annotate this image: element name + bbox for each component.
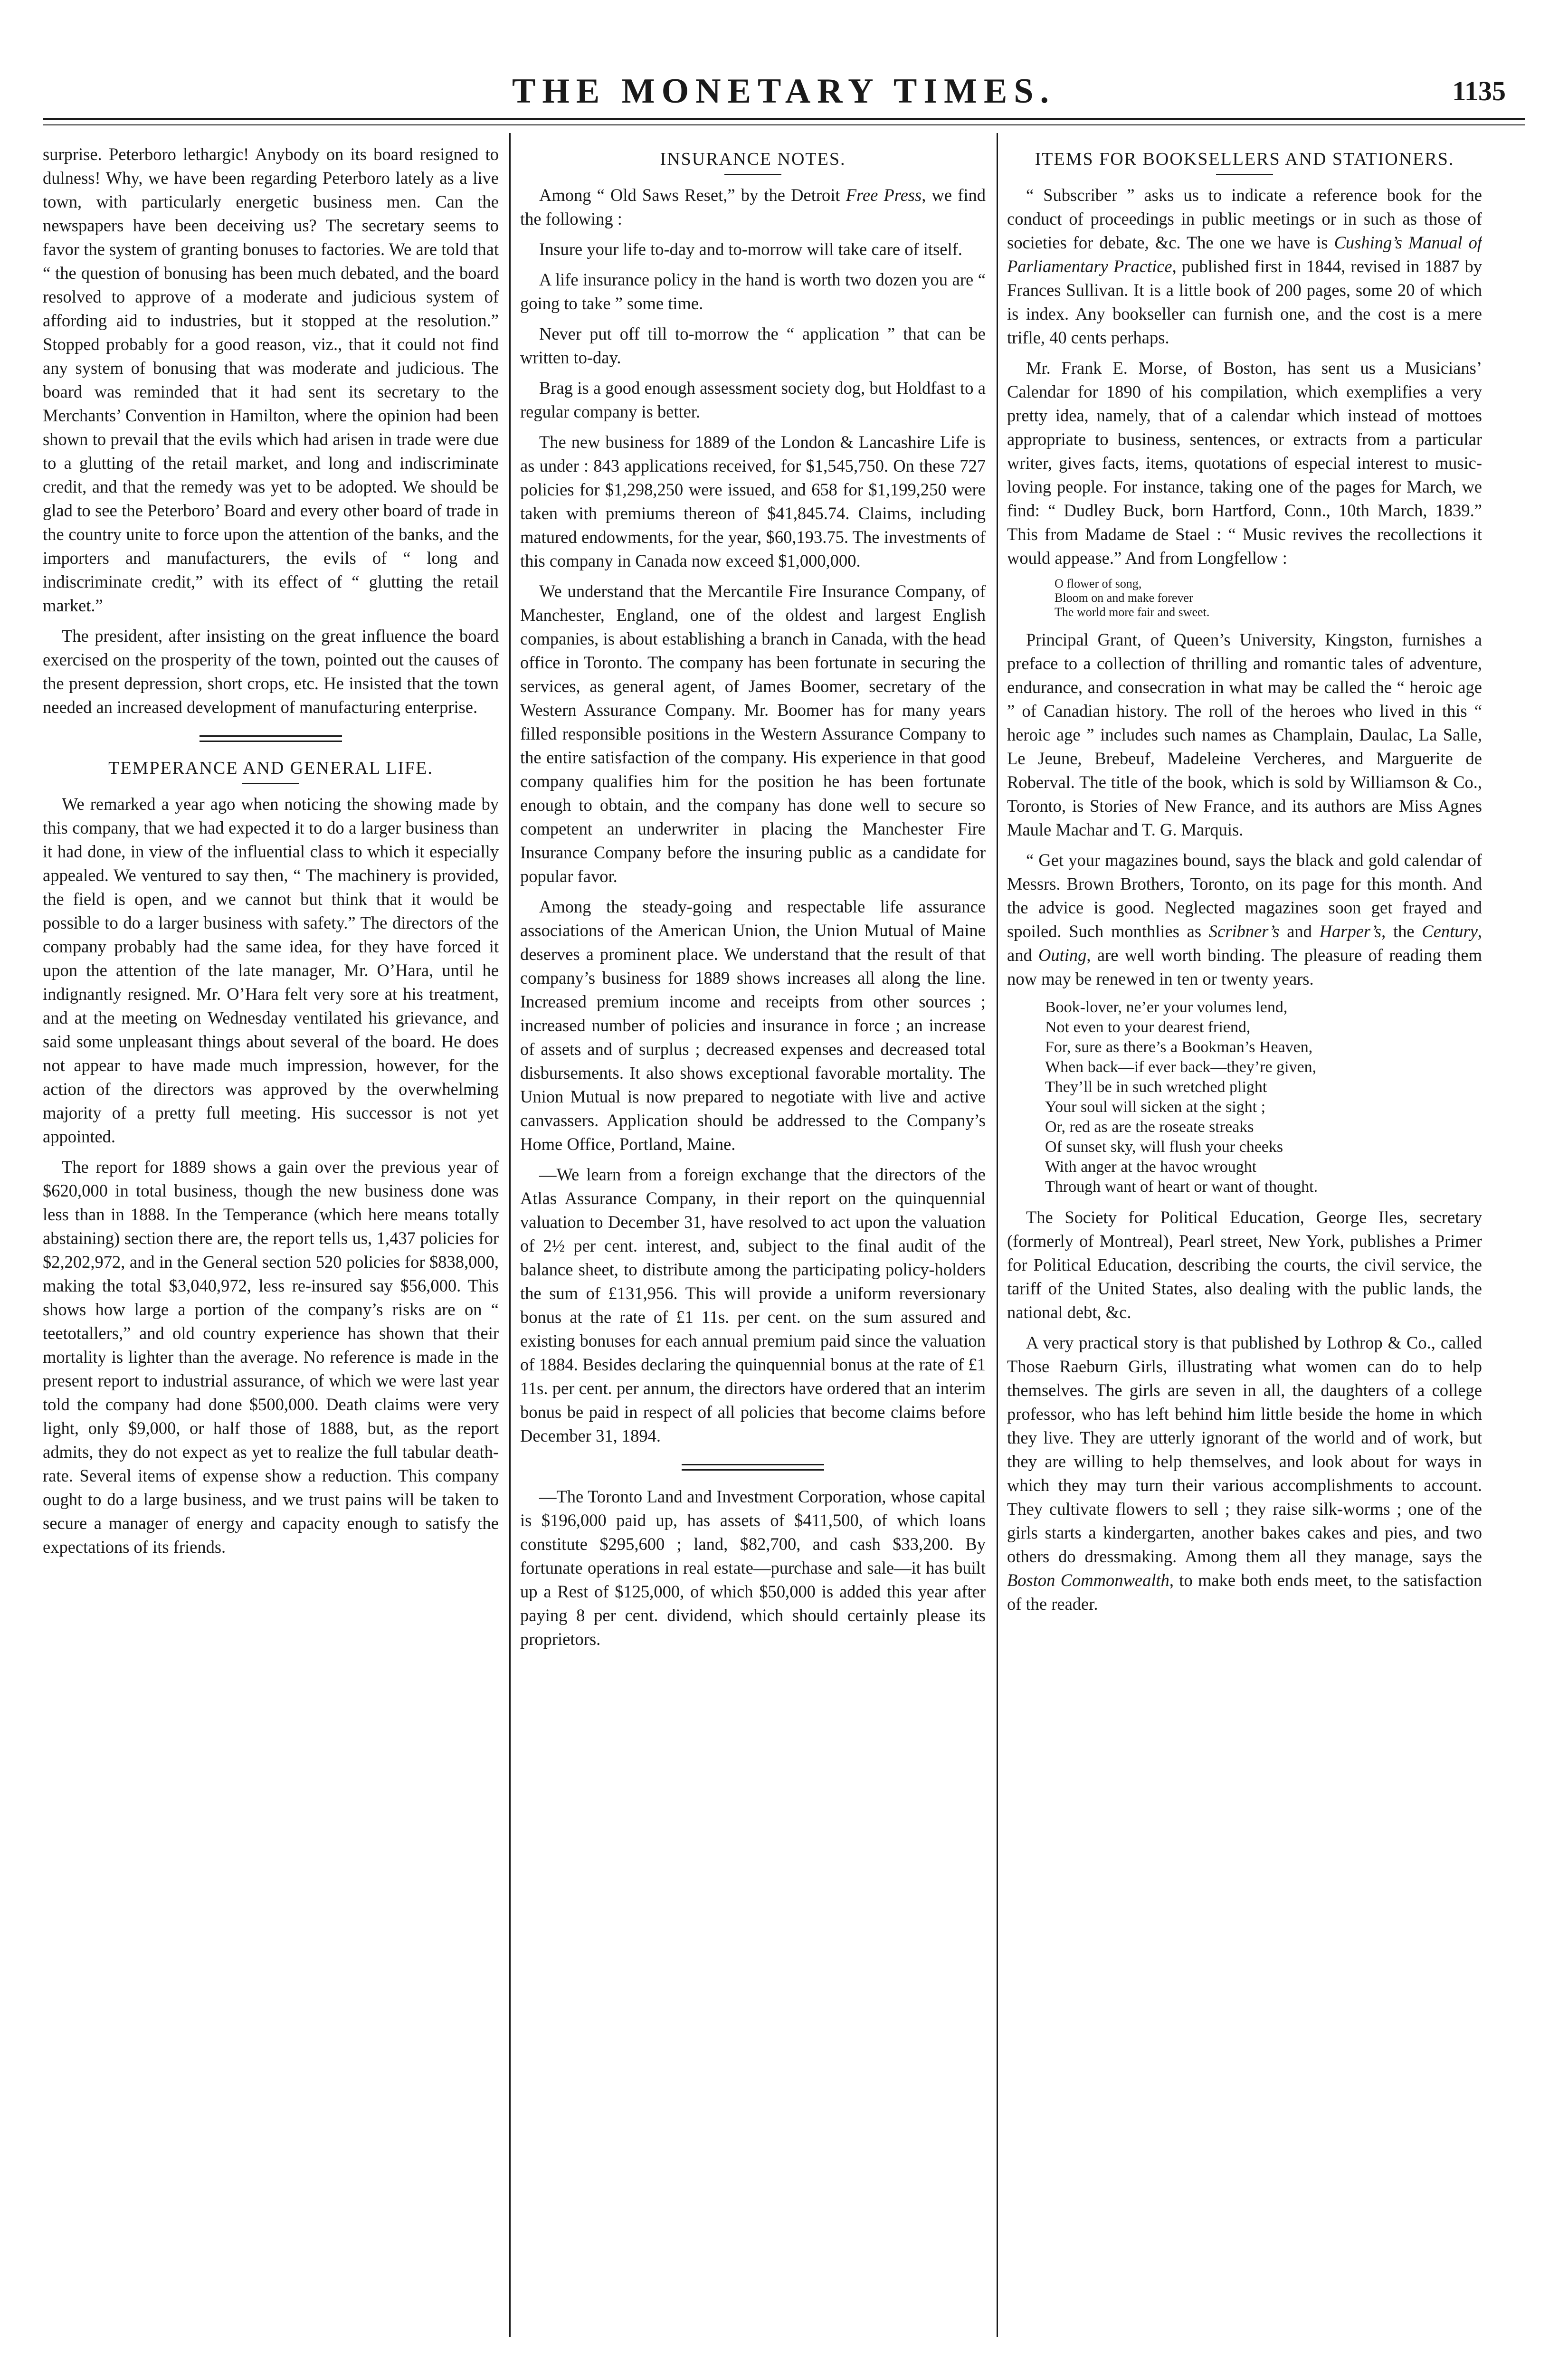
poem-line: O flower of song,: [1055, 577, 1142, 590]
article-paragraph: We understand that the Mercantile Fire Insurance Company, of Manchester, England, one of the oldest and largest English companies, is about establishing a branch in Canada, with the head office in Toronto. The company has been fortunate in securing the services, as general agent, of James Boomer, secretary of the Western Assurance Company. Mr. Boomer has for many years filled responsible positions in the Western Assurance Company to the entire satisfaction of the company. His experience in that good company qualifies him for the position he has been fortunate enough to obtain, and the company has done well to secure so competent an underwriter in placing the Manchester Fire Insurance Company before the insuring public as a candidate for popular favor.: [520, 581, 986, 886]
text-run: , to make both ends meet, to the satisfaction of the reader.: [1007, 1570, 1482, 1614]
article-paragraph: [1007, 848, 1482, 991]
poem-line: For, sure as there’s a Bookman’s Heaven,: [1045, 1038, 1313, 1056]
poem-line: When back—if ever back—they’re given,: [1045, 1058, 1317, 1076]
section-separator: [200, 735, 342, 742]
magazine-name: Outing: [1038, 945, 1087, 965]
article-paragraph: The report for 1889 shows a gain over the previous year of $620,000 in total business, though the new business done was less than in 1888. In the Temperance (which here means totally abstaining) section there are, the report tells us, 1,437 policies for $2,202,972, and in the General section 520 policies for $838,000, making the total $3,040,972, less re-insured say $56,000. This shows how large a portion of the company’s risks are on “ teetotallers,” and old country experience has shown that their mortality is lighter than the average. No reference is made in the present report to industrial assurance, of which we were last year told the company had done $500,000. Death claims were very light, only $9,000, or half those of 1888, but, as the report admits, they do not expect as yet to realize the full tabular death-rate. Several items of expense show a reduction. This company ought to do a large business, and we trust pains will be taken to secure a manager of energy and capacity enough to satisfy the expectations of its friends.: [43, 1157, 499, 1557]
article-paragraph: A life insurance policy in the hand is worth two dozen you are “ going to take ” some time.: [520, 270, 986, 313]
heading-rule: [724, 174, 781, 175]
poem-line: They’ll be in such wretched plight: [1045, 1078, 1267, 1096]
article-paragraph: Mr. Frank E. Morse, of Boston, has sent us a Musicians’ Calendar for 1890 of his compilation, which exemplifies a very pretty idea, namely, that of a calendar which instead of mottoes appropriate to business, sentences, or extracts from a particular writer, gives facts, items, quotations of especial interest to music-loving people. For instance, taking one of the pages for March, we find: “ Dudley Buck, born Hartford, Conn., 10th March, 1839.” This from Madame de Stael : “ Music revives the recollections it would appease.” And from Longfellow :: [1007, 358, 1482, 568]
column-divider: [509, 133, 511, 2337]
text-run: and: [1279, 922, 1320, 941]
column-left: [43, 142, 499, 2356]
poem-line: Bloom on and make forever: [1055, 591, 1193, 605]
article-paragraph: Insure your life to-day and to-morrow will take care of itself.: [539, 239, 962, 259]
article-paragraph: [1007, 183, 1482, 350]
book-title: Cushing’s Manual of Parliamentary Practice: [1007, 233, 1482, 276]
text-run: , we find the following :: [520, 185, 986, 228]
poem-line: The world more fair and sweet.: [1055, 605, 1210, 619]
article-paragraph: The Society for Political Education, George Iles, secretary (formerly of Montreal), Pearl street, New York, publishes a Primer for Political Education, describing the courts, the civil service, the tariff of the United States, also dealing with the public lands, the national debt, &c.: [1007, 1207, 1482, 1322]
article-paragraph: We remarked a year ago when noticing the showing made by this company, that we had expected it to do a larger business than it had done, in view of the influential class to which it especially appealed. We ventured to say then, “ The machinery is provided, the field is open, and we cannot but think that it would be possible to do a larger business with safety.” The directors of the company probably had the same idea, for they have forced it upon the attention of the late manager, Mr. O’Hara, until he indignantly resigned. Mr. O’Hara felt very sore at his treatment, and at the meeting on Wednesday ventilated his grievance, and said some unpleasant things about several of the board. He does not appear to have made much impression, however, for the action of the directors was approved by the overwhelming majority of a pretty full meeting. His successor is not yet appointed.: [43, 794, 499, 1146]
article-paragraph: [520, 183, 986, 231]
text-run: “ Get your magazines bound, says the black and gold calendar of Messrs. Brown Brothers, Toronto, on its page for this month. And the advice is good. Neglected magazines soon get frayed and spoiled. Such monthlies as: [1007, 850, 1482, 941]
masthead-rule-thin: [43, 124, 1525, 125]
poem-line: With anger at the havoc wrought: [1045, 1158, 1257, 1176]
article-paragraph: —We learn from a foreign exchange that the directors of the Atlas Assurance Company, in their report on the quinquennial valuation to December 31, have resolved to act upon the valuation of 2½ per cent. interest, and, subject to the final audit of the balance sheet, to distribute among the participating policy-holders the sum of £131,956. This will provide a uniform reversionary bonus at the rate of £1 11s. per cent. on the sum assured and existing bonuses for each annual premium paid since the valuation of 1884. Besides declaring the quinquennial bonus at the rate of £1 11s. per cent. per annum, the directors have ordered that an interim bonus be paid in respect of all policies that become claims before December 31, 1894.: [520, 1165, 986, 1445]
column-divider: [997, 133, 998, 2337]
column-middle: [520, 142, 986, 2356]
magazine-name: Scribner’s: [1208, 922, 1280, 941]
text-run: Among “ Old Saws Reset,” by the Detroit: [539, 185, 846, 205]
magazine-name: Harper’s: [1319, 922, 1382, 941]
article-paragraph: Brag is a good enough assessment society dog, but Holdfast to a regular company is better.: [520, 378, 986, 421]
poem-line: Not even to your dearest friend,: [1045, 1018, 1251, 1036]
masthead-rule: [43, 118, 1525, 120]
publication-name: Free Press: [846, 185, 922, 205]
article-paragraph: The new business for 1889 of the London & Lancashire Life is as under : 843 applications received, for $1,545,750. On these 727 policies for $1,298,250 were issued, and 658 for $1,199,250 were taken with premiums thereon of $41,845.74. Claims, including matured endowments, for the year, $60,193.75. The investments of this company in Canada now exceed $1,000,000.: [520, 432, 986, 570]
article-paragraph: Principal Grant, of Queen’s University, Kingston, furnishes a preface to a collection of thrilling and romantic tales of adventure, endurance, and consecration in what may be called the “ heroic age ” of Canadian history. The roll of the heroes who lived in this “ heroic age ” includes such names as Champlain, Daulac, La Salle, Le Jeune, Brebeuf, Madeleine Vercheres, and Marguerite de Roberval. The title of the book, which is sold by Williamson & Co., Toronto, is Stories of New France, and its authors are Miss Agnes Maule Machar and T. G. Marquis.: [1007, 630, 1482, 839]
magazine-name: Century: [1422, 922, 1478, 941]
poem-line: Your soul will sicken at the sight ;: [1045, 1098, 1266, 1116]
masthead: [43, 62, 1525, 114]
poem-line: Book-lover, ne’er your volumes lend,: [1045, 998, 1288, 1016]
text-run: , are well worth binding. The pleasure of reading them now may be renewed in ten or twenty years.: [1007, 945, 1482, 988]
article-paragraph: The president, after insisting on the great influence the board exercised on the prosperity of the town, pointed out the causes of the present depression, short crops, etc. He insisted that the town needed an increased development of manufacturing enterprise.: [43, 626, 499, 717]
text-run: “ Subscriber ” asks us to indicate a reference book for the conduct of proceedings in public meetings or in such as those of societies for debate, &c. The one we have is: [1007, 185, 1482, 252]
column-right: [1007, 142, 1482, 2356]
text-run: , published first in 1844, revised in 1887 by Frances Sullivan. It is a little book of 200 pages, some 20 of which is index. Any bookseller can furnish one, and the cost is a mere trifle, 40 cents perhaps.: [1007, 256, 1482, 347]
article-paragraph: [1007, 1331, 1482, 1616]
heading-rule: [1216, 174, 1273, 175]
page-number: 1135: [1452, 76, 1506, 106]
poem-book-lover: [1045, 998, 1482, 1197]
poem-line: Of sunset sky, will flush your cheeks: [1045, 1138, 1283, 1156]
article-paragraph: Never put off till to-morrow the “ application ” that can be written to-day.: [520, 324, 986, 367]
article-paragraph: Among the steady-going and respectable life assurance associations of the American Union, the Union Mutual of Maine deserves a prominent place. We understand that the result of that company’s business for 1889 shows increases all along the line. Increased premium income and receipts from other sources ; increased number of policies and insurance in force ; an increase of assets and of surplus ; decreased expenses and decreased total disbursements. It also shows exceptional favorable mortality. The Union Mutual is now prepared to negotiate with live and active canvassers. Application should be addressed to the Company’s Home Office, Portland, Maine.: [520, 897, 986, 1154]
text-run: A very practical story is that published by Lothrop & Co., called Those Raeburn Girls, illustrating what women can do to help themselves. The girls are seven in all, the daughters of a college professor, who has left behind him little beside the home in which they live. They are utterly ignorant of the world and of work, but they are willing to help themselves, and look about for ways in which they may turn their various accomplishments to account. They cultivate flowers to sell ; they raise silk-worms ; one of the girls starts a kindergarten, another bakes cakes and pies, and two others do dressmaking. Among them all they manage, says the: [1007, 1333, 1482, 1566]
article-paragraph: surprise. Peterboro lethargic! Anybody on its board resigned to dulness! Why, we have been regarding Peterboro lately as a live town, with particularly energetic business men. Can the newspapers have been deceiving us? The secretary seems to favor the system of granting bonuses to factories. We are told that “ the question of bonusing has been much debated, and the board resolved to approve of a moderate and judicious system of affording aid to industries, but it stopped at the resolution.” Stopped probably for a good reason, viz., that it could not find any system of bonusing that was moderate and judicious. The board was reminded that it had sent its secretary to the Merchants’ Convention in Hamilton, where the opinion had been shown to prevail that the evils which had arisen in trade were due to a glutting of the retail market, and long and indiscriminate credit, and that the remedy was yet to be adopted. We should be glad to see the Peterboro’ Board and every other board of trade in the country unite to force upon the attention of the banks, and the importers and manufacturers, the evils of “ long and indiscriminate credit,” with its effect of “ glutting the retail market.”: [43, 144, 499, 615]
article-paragraph: —The Toronto Land and Investment Corporation, whose capital is $196,000 paid up, has assets of $411,500, of which loans constitute $295,600 ; land, $82,700, and cash $33,200. By fortunate operations in real estate—purchase and sale—it has built up a Rest of $125,000, of which $50,000 is added this year after paying 8 per cent. dividend, which should certainly please its proprietors.: [520, 1487, 986, 1649]
poem-line: Through want of heart or want of thought.: [1045, 1178, 1318, 1196]
text-run: , the: [1381, 922, 1422, 941]
publication-name: Boston Commonwealth: [1007, 1570, 1169, 1590]
text-run: , and: [1007, 922, 1482, 965]
publication-title: THE MONETARY TIMES.: [512, 72, 1055, 111]
section-separator: [682, 1464, 824, 1471]
poem-line: Or, red as are the roseate streaks: [1045, 1118, 1254, 1136]
section-heading-insurance-notes: INSURANCE NOTES.: [660, 149, 846, 169]
section-heading-temperance: TEMPERANCE AND GENERAL LIFE.: [108, 758, 433, 778]
poem-quotation-longfellow: [1055, 577, 1482, 619]
heading-rule: [242, 783, 299, 784]
section-heading-booksellers: ITEMS FOR BOOKSELLERS AND STATIONERS.: [1035, 149, 1454, 169]
